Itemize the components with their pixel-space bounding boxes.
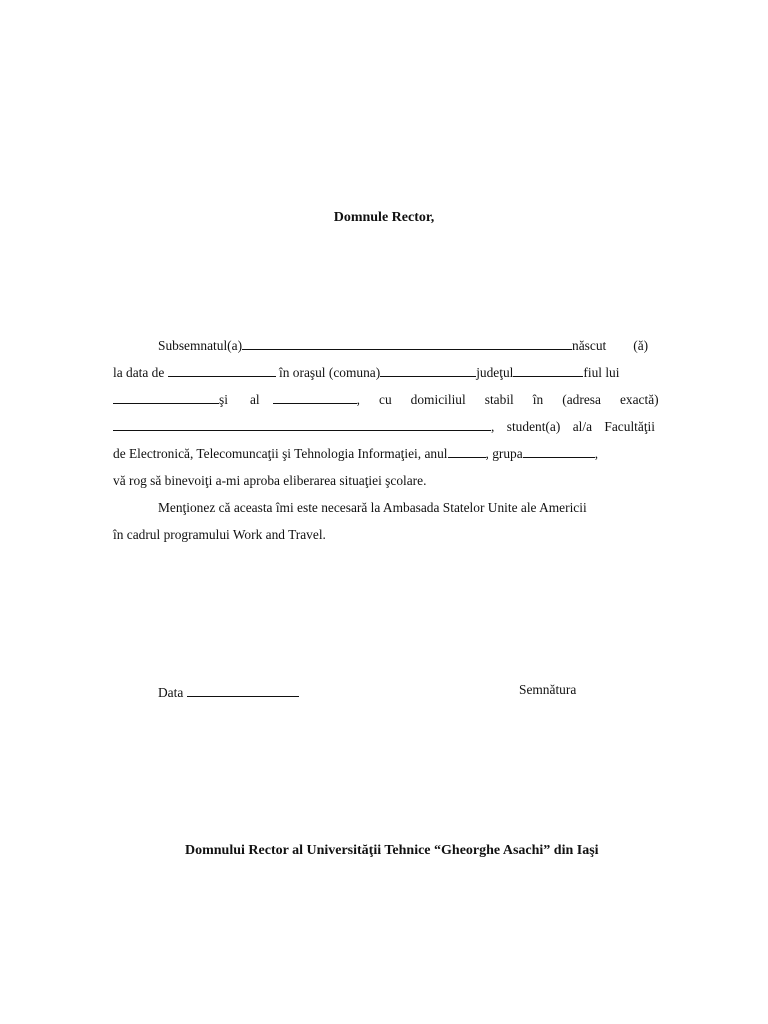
county-field[interactable] [513, 362, 583, 377]
city-field[interactable] [380, 362, 476, 377]
date-block [158, 682, 299, 701]
nascut-suffix: (ă) [633, 338, 649, 353]
father-name-field[interactable] [113, 389, 219, 404]
body-line-1 [113, 332, 655, 359]
body-line-5 [113, 440, 655, 467]
county-label: judeţul [476, 365, 514, 380]
group-comma: , [594, 446, 599, 461]
address-field[interactable] [113, 416, 491, 431]
addressee: Domnului Rector al Universităţii Tehnice “Gheorghe Asachi” din Iaşi [185, 843, 599, 858]
domicile-label: , cu domiciliul stabil în (adresa exactă) [356, 392, 659, 407]
father-label: fiul lui [583, 365, 620, 380]
body-line-4 [113, 413, 655, 440]
signature-label: Semnătura [519, 682, 577, 697]
student-label: , student(a) al/a Facultăţii [491, 419, 655, 434]
body-line-3 [113, 386, 659, 413]
subsemnatul-label: Subsemnatul(a) [158, 338, 243, 353]
mother-label: al [249, 392, 260, 407]
city-label: în oraşul (comuna) [279, 365, 381, 380]
faculty-label: de Electronică, Telecomuncaţii şi Tehnologia Informaţiei, anul [113, 446, 448, 461]
birth-date-field[interactable] [168, 362, 276, 377]
mother-name-field[interactable] [273, 389, 357, 404]
date-label: Data [158, 685, 184, 700]
birth-date-label: la data de [113, 365, 165, 380]
nascut-label: născut [572, 338, 607, 353]
body-line-2 [113, 359, 655, 386]
name-field[interactable] [242, 335, 572, 350]
request-body [113, 332, 659, 548]
body-line-7: Menţionez că aceasta îmi este necesară la Ambasada Statelor Unite ale Americii [158, 500, 587, 515]
group-label: , grupa [485, 446, 523, 461]
body-line-6: vă rog să binevoiţi a-mi aproba eliberarea situaţiei şcolare. [113, 473, 427, 488]
group-field[interactable] [523, 443, 595, 458]
salutation: Domnule Rector, [333, 210, 435, 225]
date-field[interactable] [187, 682, 299, 697]
and-label: şi [219, 392, 228, 407]
body-line-8: în cadrul programului Work and Travel. [113, 527, 326, 542]
year-field[interactable] [448, 443, 486, 458]
